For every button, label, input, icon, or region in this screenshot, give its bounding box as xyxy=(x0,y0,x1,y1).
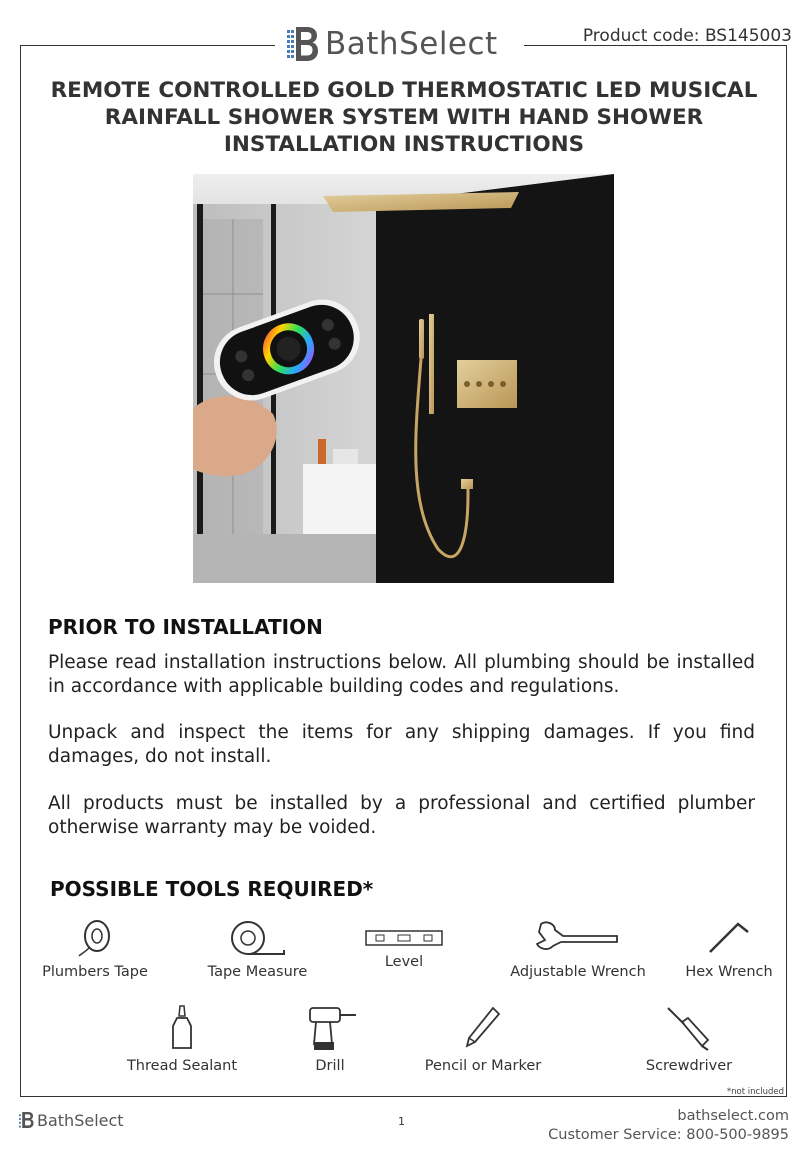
tool-tape-measure xyxy=(205,918,310,980)
tape-measure-icon xyxy=(228,918,288,958)
prior-paragraph-3: All products must be installed by a professional and certified plumber otherwise warranty may be voided. xyxy=(48,793,755,838)
drill-icon xyxy=(302,1004,358,1052)
pencil-icon xyxy=(463,1004,503,1052)
page-number: 1 xyxy=(398,1115,405,1128)
tool-label: Drill xyxy=(315,1058,345,1074)
prior-heading: PRIOR TO INSTALLATION xyxy=(48,615,323,639)
title-line-1: REMOTE CONTROLLED GOLD THERMOSTATIC LED MUSICAL xyxy=(50,78,758,103)
adjustable-wrench-icon xyxy=(533,918,623,958)
tool-adjustable-wrench xyxy=(508,918,648,980)
title-line-3: INSTALLATION INSTRUCTIONS xyxy=(223,132,585,157)
plumbers-tape-icon xyxy=(77,918,113,958)
tools-footnote: *not included xyxy=(726,1087,784,1097)
product-photo-illustration xyxy=(193,174,614,583)
screwdriver-icon xyxy=(664,1004,714,1052)
tools-heading: POSSIBLE TOOLS REQUIRED* xyxy=(50,877,374,901)
footer-brand-logo xyxy=(18,1110,124,1130)
tool-level xyxy=(362,928,446,970)
tool-hex-wrench xyxy=(683,918,775,980)
thread-sealant-icon xyxy=(167,1004,197,1052)
tool-label: Level xyxy=(384,954,424,970)
footer-brand-name: BathSelect xyxy=(37,1110,124,1130)
website-link[interactable]: bathselect.com xyxy=(677,1108,789,1124)
tool-label: Adjustable Wrench xyxy=(510,964,646,980)
prior-paragraph-1: Please read installation instructions below. All plumbing should be installed in accordance with applicable building codes and regulations. xyxy=(48,652,755,697)
customer-service: Customer Service: 800-500-9895 xyxy=(548,1127,789,1143)
title-line-2: RAINFALL SHOWER SYSTEM WITH HAND SHOWER xyxy=(104,105,704,130)
brand-logo-icon xyxy=(285,24,319,64)
brand-logo xyxy=(285,22,498,66)
tool-label: Tape Measure xyxy=(207,964,308,980)
tool-label: Thread Sealant xyxy=(126,1058,238,1074)
tool-label: Screwdriver xyxy=(645,1058,733,1074)
tool-screwdriver xyxy=(640,1004,738,1074)
tool-label: Hex Wrench xyxy=(685,964,773,980)
tool-label: Pencil or Marker xyxy=(424,1058,542,1074)
tool-pencil-or-marker xyxy=(425,1004,541,1074)
page-title xyxy=(30,77,778,158)
tool-thread-sealant xyxy=(128,1004,236,1074)
tool-plumbers-tape xyxy=(40,918,150,980)
product-photo xyxy=(193,174,614,583)
header-rule-left xyxy=(20,45,275,46)
brand-name: BathSelect xyxy=(325,26,498,62)
footer-logo-icon xyxy=(18,1110,34,1130)
footer-contact xyxy=(548,1107,789,1145)
prior-paragraph-2: Unpack and inspect the items for any shipping damages. If you find damages, do not install. xyxy=(48,722,755,767)
product-code: Product code: BS145003 xyxy=(582,26,792,46)
tool-label: Plumbers Tape xyxy=(42,964,148,980)
level-icon xyxy=(364,928,444,948)
hex-wrench-icon xyxy=(704,918,754,958)
tool-drill xyxy=(300,1004,360,1074)
